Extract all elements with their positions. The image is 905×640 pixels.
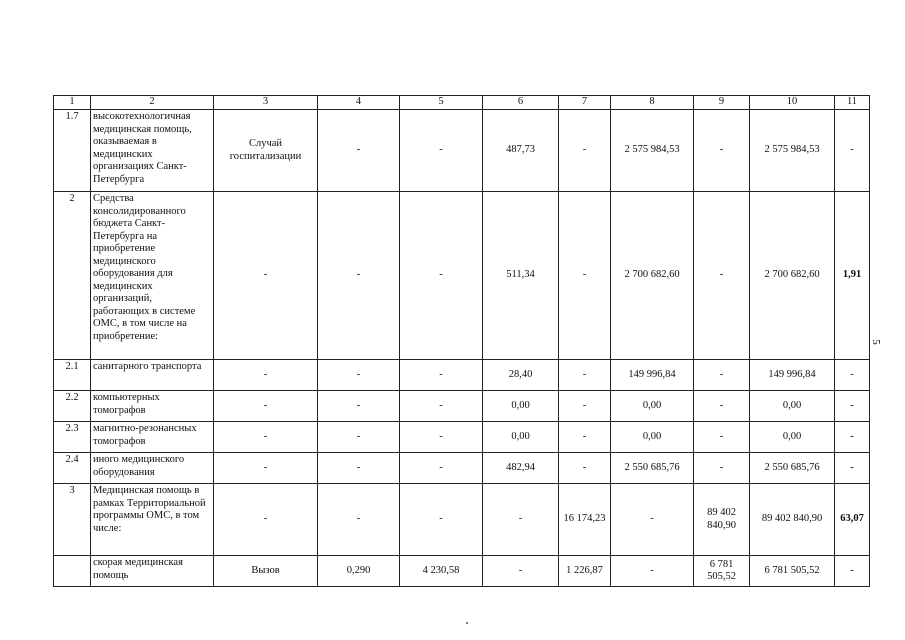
row-description: санитарного транспорта	[91, 360, 214, 391]
cell: -	[559, 110, 611, 192]
table-row	[54, 556, 870, 587]
col-header: 1	[54, 96, 91, 110]
cell: -	[611, 556, 694, 587]
row-description: иного медицинского оборудования	[91, 453, 214, 484]
cell: -	[835, 453, 870, 484]
cell: -	[318, 391, 400, 422]
cell: 149 996,84	[611, 360, 694, 391]
cell: -	[559, 453, 611, 484]
cell: -	[318, 192, 400, 360]
col-header: 9	[694, 96, 750, 110]
cell: -	[318, 484, 400, 556]
row-description: высокотехнологичная медицинская помощь, оказываемая в медицинских организациях Санкт-Петербурга	[91, 110, 214, 192]
cell: 16 174,23	[559, 484, 611, 556]
cell: 0,290	[318, 556, 400, 587]
row-description: магнитно-резонансных томографов	[91, 422, 214, 453]
row-number: 2.2	[54, 391, 91, 422]
row-number	[54, 556, 91, 587]
table-row	[54, 192, 870, 360]
cell: 0,00	[611, 391, 694, 422]
cell: 2 550 685,76	[750, 453, 835, 484]
cell: -	[400, 422, 483, 453]
cell: -	[611, 484, 694, 556]
row-number: 2.4	[54, 453, 91, 484]
cell: -	[400, 192, 483, 360]
cell: 0,00	[750, 391, 835, 422]
col-header: 4	[318, 96, 400, 110]
cell: -	[559, 391, 611, 422]
cell: 1,91	[835, 192, 870, 360]
cell: -	[559, 360, 611, 391]
table-row	[54, 391, 870, 422]
cell: -	[400, 453, 483, 484]
cell: 0,00	[750, 422, 835, 453]
cell: 2 700 682,60	[750, 192, 835, 360]
cell: 149 996,84	[750, 360, 835, 391]
cell: -	[400, 360, 483, 391]
cell: -	[318, 110, 400, 192]
row-description: Средства консолидированного бюджета Санкт-Петербурга на приобретение медицинского оборудования для медицинских организаций, работающих в системе ОМС, в том числе на приобретение:	[91, 192, 214, 360]
row-description: Медицинская помощь в рамках Территориальной программы ОМС, в том числе:	[91, 484, 214, 556]
row-number: 2.1	[54, 360, 91, 391]
cell: -	[694, 360, 750, 391]
cell: -	[559, 422, 611, 453]
cell: -	[559, 192, 611, 360]
cell: 2 575 984,53	[611, 110, 694, 192]
cell: -	[483, 556, 559, 587]
col-header: 2	[91, 96, 214, 110]
cell: -	[400, 391, 483, 422]
cell: -	[835, 556, 870, 587]
cell: 0,00	[483, 422, 559, 453]
cell: -	[835, 110, 870, 192]
scan-speck	[466, 622, 468, 624]
row-number: 2.3	[54, 422, 91, 453]
row-description: компьютерных томографов	[91, 391, 214, 422]
row-number: 3	[54, 484, 91, 556]
column-number-row	[54, 96, 870, 110]
col-header: 7	[559, 96, 611, 110]
cell: -	[694, 110, 750, 192]
cell: Случай госпитализации	[214, 110, 318, 192]
table-row	[54, 453, 870, 484]
row-number: 1.7	[54, 110, 91, 192]
cell: -	[835, 360, 870, 391]
cell: 487,73	[483, 110, 559, 192]
col-header: 8	[611, 96, 694, 110]
cell: 4 230,58	[400, 556, 483, 587]
cell: Вызов	[214, 556, 318, 587]
cell: -	[318, 360, 400, 391]
cell: 2 550 685,76	[611, 453, 694, 484]
table-row	[54, 484, 870, 556]
budget-table	[53, 95, 870, 587]
cell: 2 700 682,60	[611, 192, 694, 360]
cell: 89 402 840,90	[694, 484, 750, 556]
cell: -	[835, 391, 870, 422]
cell: -	[214, 192, 318, 360]
cell: 482,94	[483, 453, 559, 484]
col-header: 6	[483, 96, 559, 110]
col-header: 3	[214, 96, 318, 110]
cell: 0,00	[611, 422, 694, 453]
row-description: скорая медицинская помощь	[91, 556, 214, 587]
cell: 0,00	[483, 391, 559, 422]
cell: 1 226,87	[559, 556, 611, 587]
col-header: 5	[400, 96, 483, 110]
cell: -	[694, 453, 750, 484]
cell: 2 575 984,53	[750, 110, 835, 192]
table-row	[54, 110, 870, 192]
cell: 89 402 840,90	[750, 484, 835, 556]
cell: 6 781 505,52	[750, 556, 835, 587]
cell: -	[694, 192, 750, 360]
cell: -	[400, 484, 483, 556]
cell: -	[214, 360, 318, 391]
cell: -	[835, 422, 870, 453]
cell: -	[483, 484, 559, 556]
cell: -	[318, 453, 400, 484]
cell: -	[214, 484, 318, 556]
cell: 63,07	[835, 484, 870, 556]
table-row	[54, 360, 870, 391]
page-number: 5	[869, 339, 882, 345]
table-row	[54, 422, 870, 453]
cell: -	[400, 110, 483, 192]
cell: 28,40	[483, 360, 559, 391]
col-header: 11	[835, 96, 870, 110]
cell: -	[214, 391, 318, 422]
cell: 511,34	[483, 192, 559, 360]
cell: -	[694, 422, 750, 453]
cell: -	[318, 422, 400, 453]
cell: -	[694, 391, 750, 422]
col-header: 10	[750, 96, 835, 110]
cell: -	[214, 422, 318, 453]
row-number: 2	[54, 192, 91, 360]
cell: -	[214, 453, 318, 484]
cell: 6 781 505,52	[694, 556, 750, 587]
